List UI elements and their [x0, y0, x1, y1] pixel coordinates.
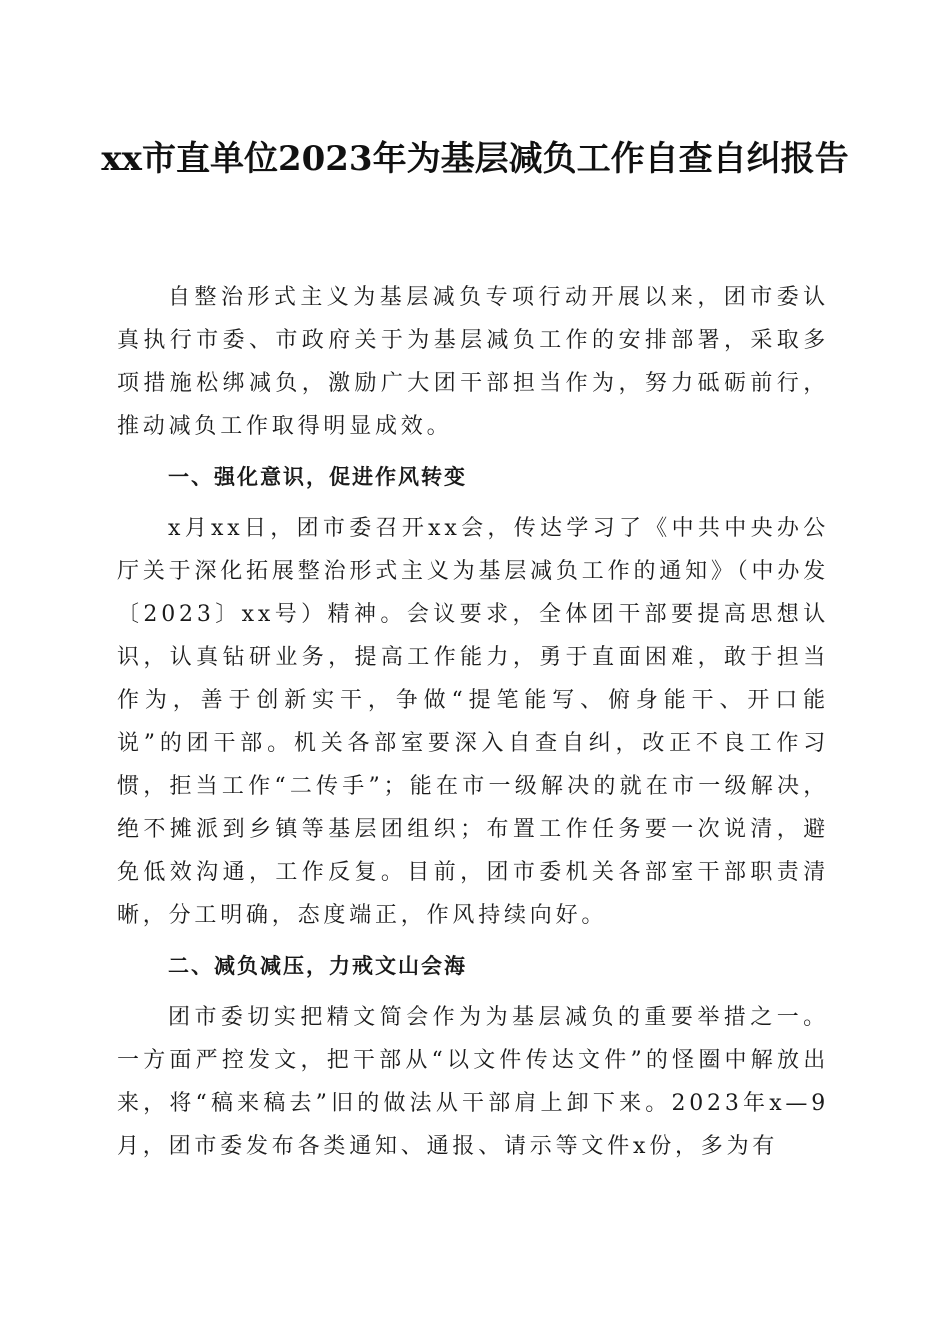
- section-1-paragraph: x月xx日，团市委召开xx会，传达学习了《中共中央办公厅关于深化拓展整治形式主义为基层减负工作的通知》（中办发〔2023〕xx号）精神。会议要求，全体团干部要提高思想认识，认真钻研业务，提高工作能力，勇于直面困难，敢于担当作为，善于创新实干，争做“提笔能写、俯身能干、开口能说”的团干部。机关各部室要深入自查自纠，改正不良工作习惯，拒当工作“二传手”；能在市一级解决的就在市一级解决，绝不摊派到乡镇等基层团组织；布置工作任务要一次说清，避免低效沟通，工作反复。目前，团市委机关各部室干部职责清晰，分工明确，态度端正，作风持续向好。: [117, 516, 829, 928]
- section-2-paragraph: 团市委切实把精文简会作为为基层减负的重要举措之一。一方面严控发文，把干部从“以文件传达文件”的怪圈中解放出来，将“稿来稿去”旧的做法从干部肩上卸下来。2023年x—9月，团市委发布各类通知、通报、请示等文件x份，多为有: [117, 1005, 829, 1159]
- document-title: xx市直单位2023年为基层减负工作自查自纠报告: [101, 139, 849, 179]
- section-2-heading: 二、减负减压，力戒文山会海: [168, 954, 467, 978]
- section-1-heading: 一、强化意识，促进作风转变: [168, 465, 467, 489]
- intro-paragraph: 自整治形式主义为基层减负专项行动开展以来，团市委认真执行市委、市政府关于为基层减负工作的安排部署，采取多项措施松绑减负，激励广大团干部担当作为，努力砥砺前行，推动减负工作取得明显成效。: [117, 285, 829, 439]
- document-body: [117, 276, 829, 1176]
